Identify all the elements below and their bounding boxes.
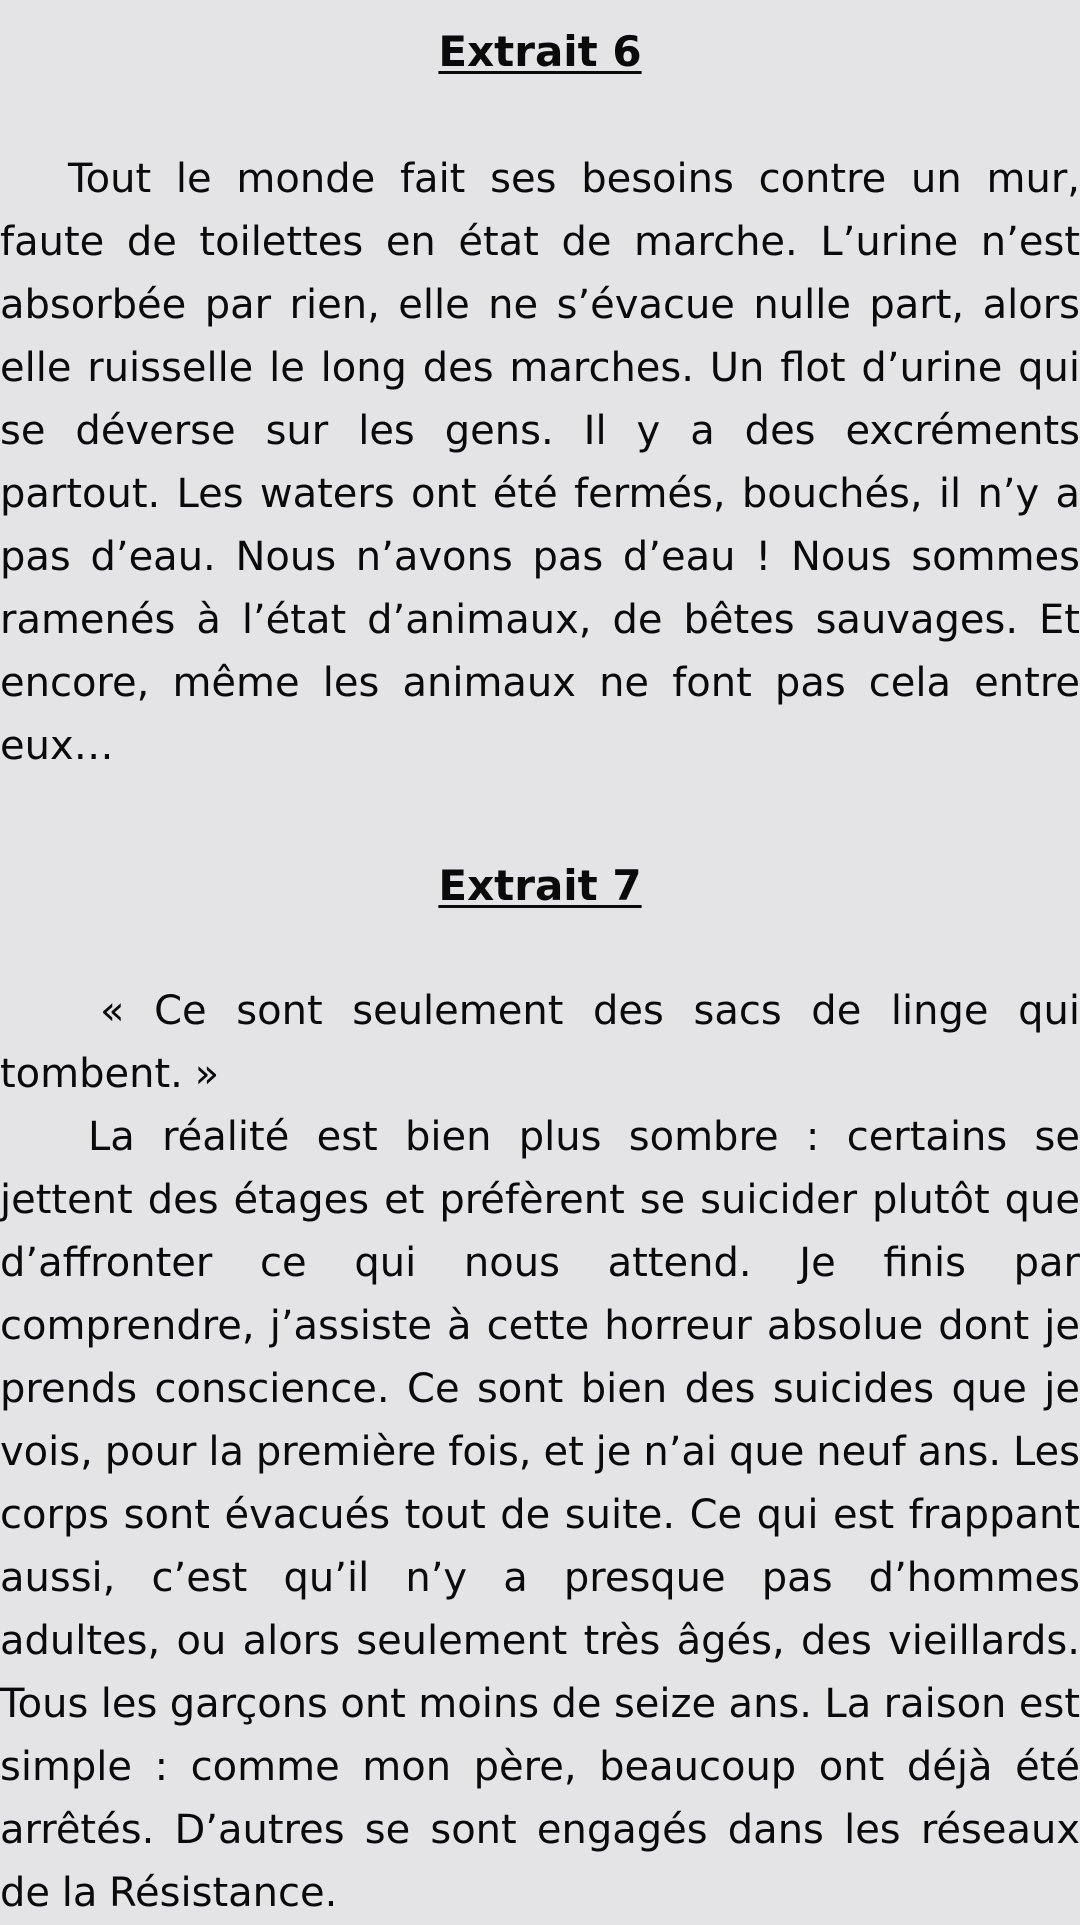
extract-7-quote: « Ce sont seulement des sacs de linge qui tombent. »: [0, 988, 1080, 1097]
extract-7-paragraph: La réalité est bien plus sombre : certains se jettent des étages et préfèrent se suicider plutôt que d’affronter ce qui nous attend. Je finis par comprendre, j’assiste à cette horreur absolue dont je prends conscience. Ce sont bien des suicides que je vois, pour la première fois, et je n’ai que neuf ans. Les corps sont évacués tout de suite. Ce qui est frappant aussi, c’est qu’il n’y a presque pas d’hommes adultes, ou alors seulement très âgés, des vieillards. Tous les garçons ont moins de seize ans. La raison est simple : comme mon père, beaucoup ont déjà été arrêtés. D’autres se sont engagés dans les réseaux de la Résistance.: [0, 1114, 1080, 1916]
extract-7-title: Extrait 7: [438, 861, 642, 910]
extract-6-title: Extrait 6: [438, 27, 642, 76]
extract-6-paragraph: Tout le monde fait ses besoins contre un mur, faute de toilettes en état de marche. L’urine n’est absorbée par rien, elle ne s’évacue nulle part, alors elle ruisselle le long des marches. Un flot d’urine qui se déverse sur les gens. Il y a des excréments partout. Les waters ont été fermés, bouchés, il n’y a pas d’eau. Nous n’avons pas d’eau ! Nous sommes ramenés à l’état d’animaux, de bêtes sauvages. Et encore, même les animaux ne font pas cela entre eux…: [0, 156, 1080, 769]
